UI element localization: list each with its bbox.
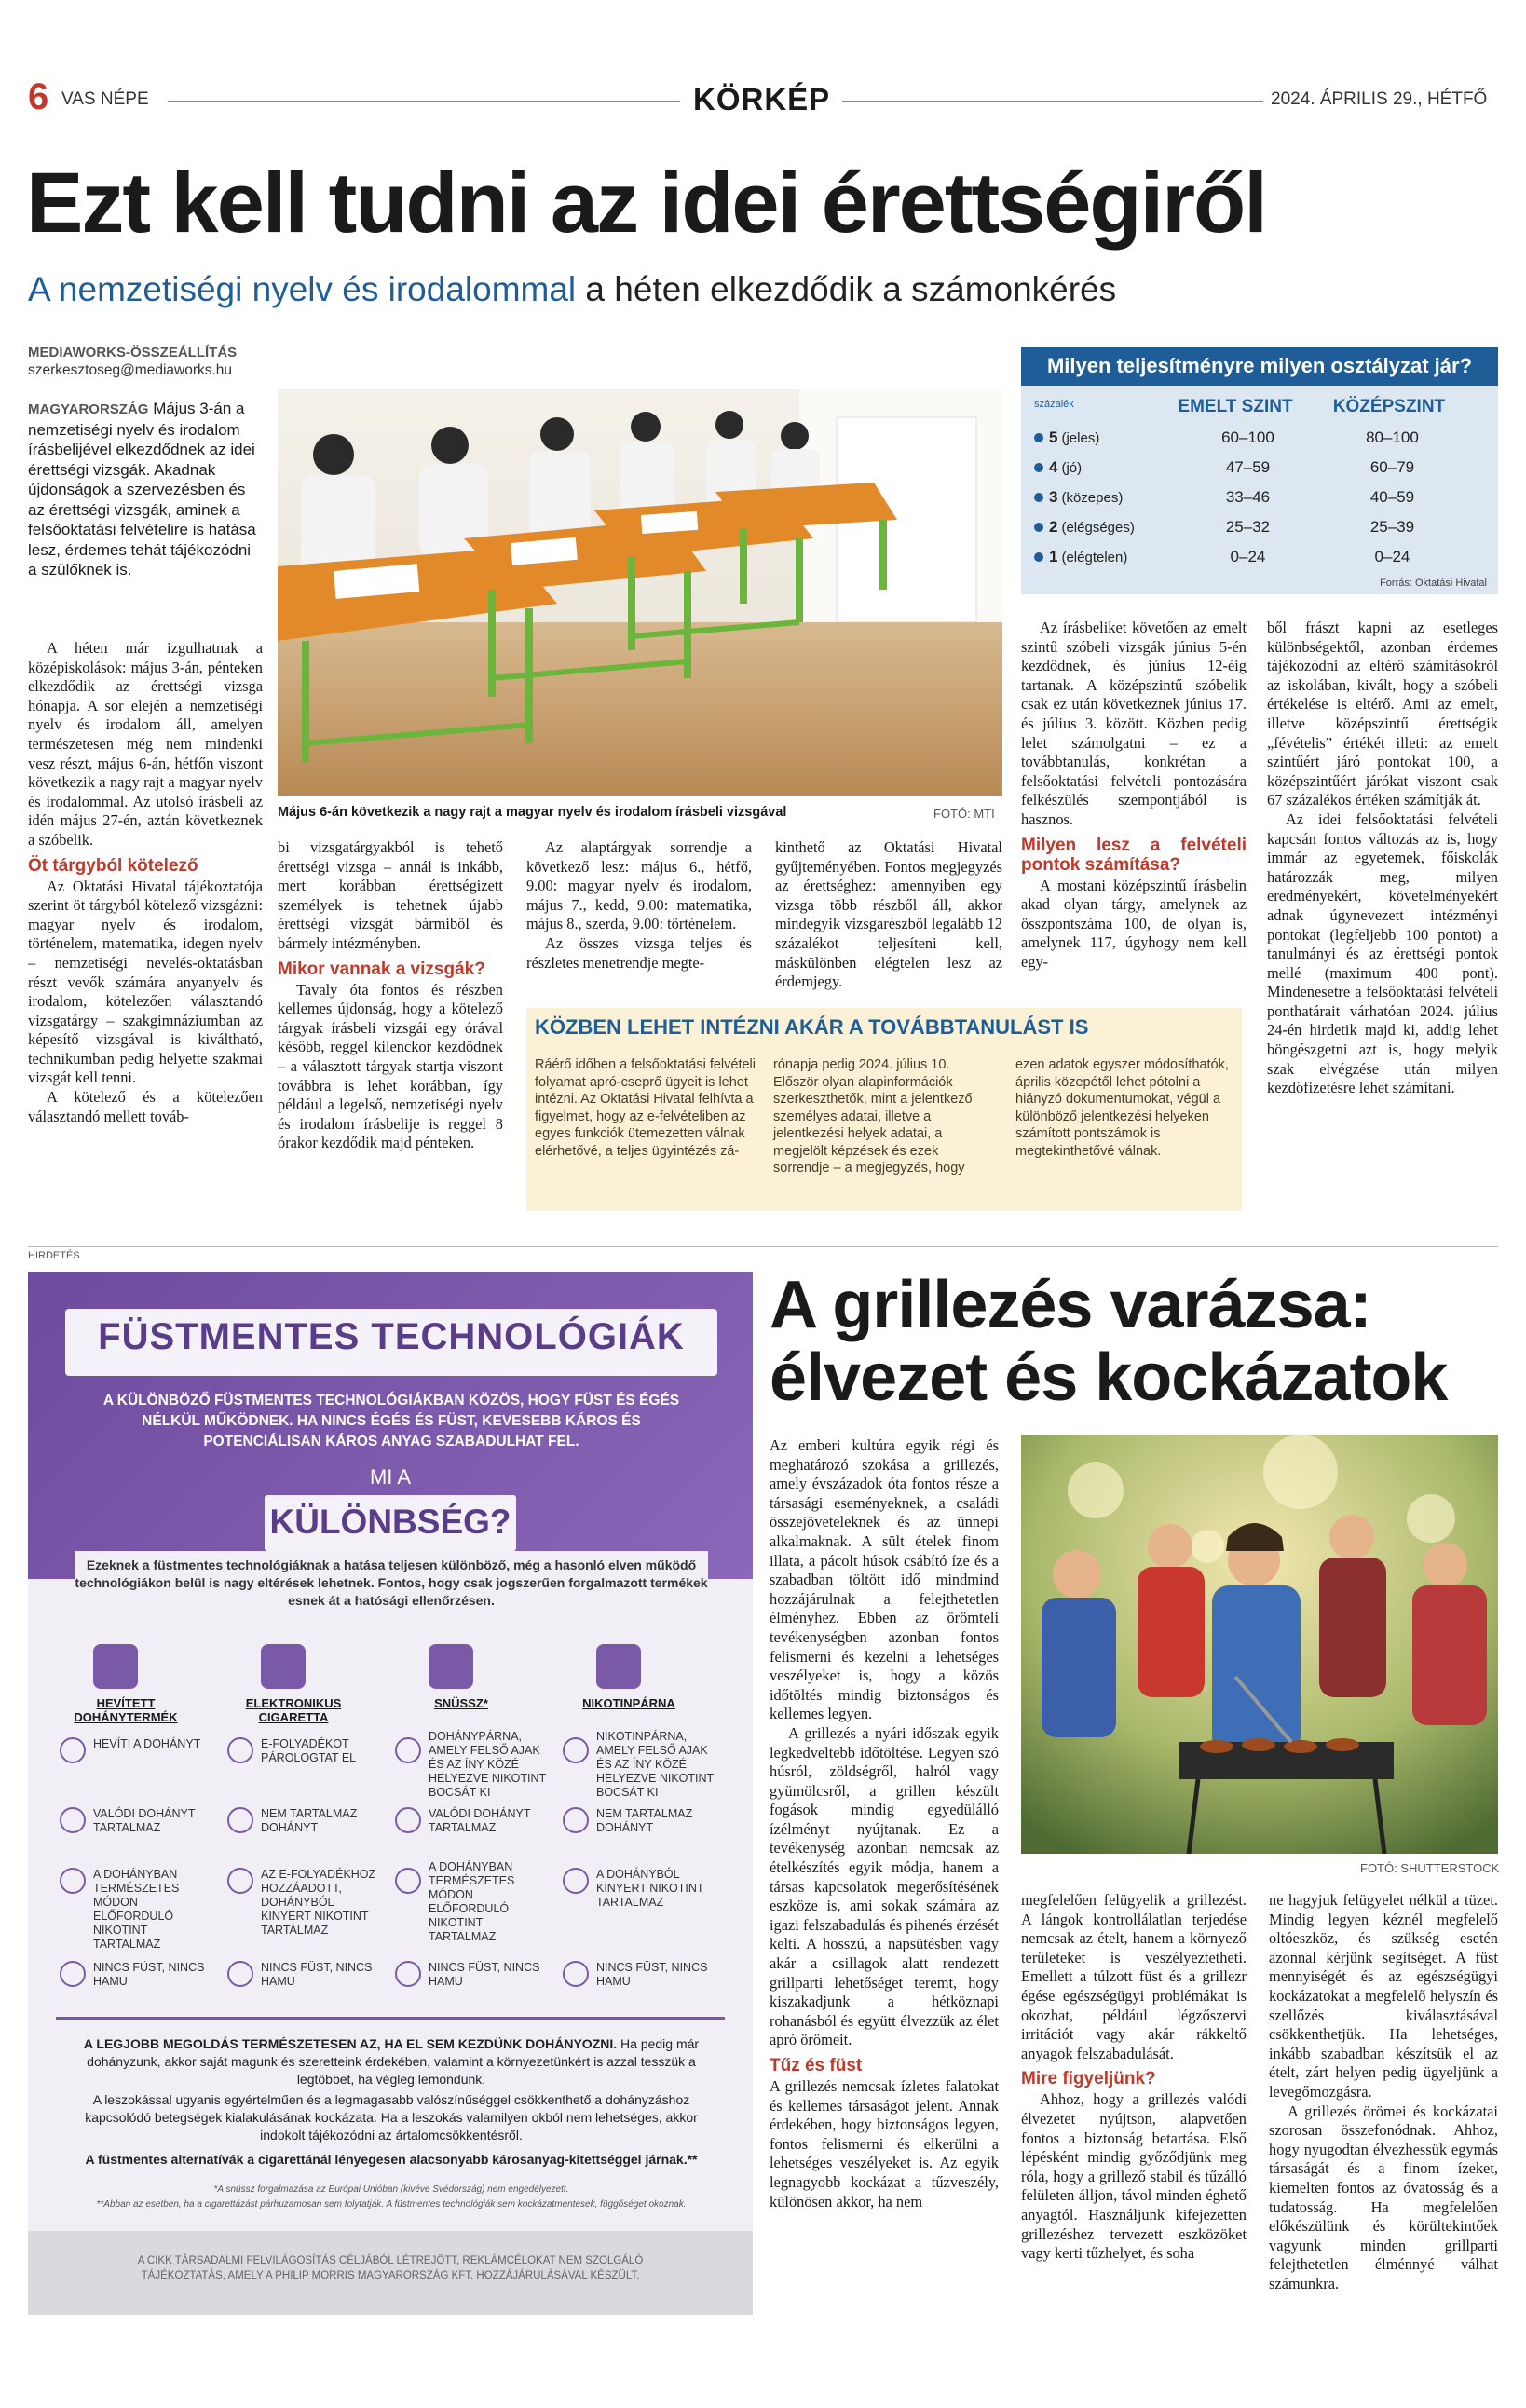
article2-col3 — [1269, 1891, 1498, 2293]
ad-item: AZ E-FOLYADÉKHOZ HOZZÁADOTT, DOHÁNYBÓL KINYERT NIKOTINT TARTALMAZ — [261, 1868, 376, 1937]
device-icon — [429, 1644, 473, 1689]
ad-item: NIKOTINPÁRNA, AMELY FELSŐ AJAK ÉS AZ ÍNY KÖZÉ HELYEZVE NIKOTINT BOCSÁT KI — [596, 1730, 714, 1799]
nicotine-icon — [395, 1868, 421, 1894]
ad-best-rest: Ha pedig már dohányzunk, akkor saját magunk és szeretteink érdekében, valamint a környezetünkért is azzal tesszük a legtöbbet, ha végleg lemondunk. — [87, 2036, 700, 2087]
paragraph: A héten már izgulhatnak a középiskolások: május 3-án, pénteken elkezdődik az érettségi vizsga hónapja. A sor elején a nemzetiségi nyelv és irodalom áll, amelyen természetesen még nem mindenki vesz részt, május 6-án, hétfőn viszont következik a nagy rajt a magyar nyelv és irodalommal. Az utolsó írásbeli az idén május 27-én, aztán következnek a szóbelik. — [28, 639, 263, 849]
article1-col2 — [278, 838, 503, 1153]
nicotine-icon — [563, 1868, 589, 1894]
ad-label: HIRDETÉS — [28, 1250, 80, 1261]
grade-label: (jeles) — [1061, 429, 1100, 446]
grades-source: Forrás: Oktatási Hivatal — [1380, 578, 1487, 589]
article1-col4 — [775, 838, 1002, 992]
paper-name: VAS NÉPE — [61, 89, 149, 109]
sidebar-col2: rónapja pedig 2024. július 10. Először olyan alapinformációk szerkeszthetők, mint a jelentkező személyes adatai, illetve a jelentkezési helyek adatai, a megjelölt képzések és ezek sorrendje – a megjegyzés, hogy — [773, 1057, 973, 1176]
sidebar-col1: Ráérő időben a felsőoktatási felvételi folyamat apró-cseprő ügyeit is lehet intézni. Az Oktatási Hivatal felhívta a figyelmet, hogy az e-felvételiben az egyes funkciók ütemezetten válnak elérhetővé, a teljes ügyintézés zá- — [535, 1057, 756, 1159]
grade-emelt: 25–32 — [1225, 518, 1271, 536]
paragraph: megfelelően felügyelik a grillezést. A lángok kontrollálatlan terjedése nemcsak az ételt, hanem a környező területeket is veszélyeztetheti. Emellett a túlzott füst és a grillezr égése egészségügyi problémákat is okozhat, például légzőszervi irritációt vagy akár rákkeltő anyagok felszabadulását. — [1021, 1891, 1247, 2062]
paragraph: Az alaptárgyak sorrendje a következő lesz: május 6., hétfő, 9.00: magyar nyelv és irodalom, május 7., kedd, 9.00: matematika, május 8., szerda, 9.00: történelem. — [526, 838, 752, 933]
page-number: 6 — [28, 76, 49, 117]
ad-column-nicotine-pouch — [559, 1644, 727, 1710]
byline-email[interactable]: szerkesztoseg@mediaworks.hu — [28, 362, 233, 378]
no-smoke-icon — [563, 1961, 589, 1987]
subheading: Mikor vannak a vizsgák? — [278, 959, 485, 979]
grade-kozep: 25–39 — [1369, 518, 1415, 536]
ad-best-solution — [65, 2035, 717, 2088]
grades-title: Milyen teljesítményre milyen osztályzat jár? — [1021, 347, 1498, 386]
paragraph: Ahhoz, hogy a grillezés valódi élvezetet nyújtson, alapvetően fontos a biztonság betartása. Első lépésként mindig győződjünk meg róla, hogy a grillező stabil és tűzálló felületen álljon, távol minden éghető anyagtól. Használjunk kifejezetten grillezéshez tervezett eszközöket vagy kerti tűzhelyet, és soha — [1021, 2090, 1247, 2263]
ad-item: NEM TARTALMAZ DOHÁNYT — [596, 1807, 693, 1834]
tobacco-leaf-icon — [227, 1807, 253, 1833]
ad-bottom-rule — [56, 2017, 725, 2020]
ad-column-title: NIKOTINPÁRNA — [582, 1696, 675, 1710]
tobacco-leaf-icon — [395, 1807, 421, 1833]
sidebar-title: KÖZBEN LEHET INTÉZNI AKÁR A TOVÁBBTANULÁST IS — [535, 1015, 1089, 1039]
grade-number: 4 — [1049, 458, 1058, 476]
ad-item: VALÓDI DOHÁNYT TARTALMAZ — [429, 1807, 531, 1834]
exam-photo — [278, 389, 1002, 796]
grade-number: 3 — [1049, 488, 1058, 506]
ad-intro: A KÜLÖNBÖZŐ FÜSTMENTES TECHNOLÓGIÁKBAN KÖZÖS, HOGY FÜST ÉS ÉGÉS NÉLKÜL MŰKÖDNEK. HA NINCS ÉGÉS ÉS FÜST, KEVESEBB KÁROS ÉS POTENCIÁLISAN KÁROS ANYAG SZABADULHAT FEL. — [102, 1393, 680, 1449]
sidebar-col3: ezen adatok egyszer módosíthatók, április közepétől lehet pótolni a hiányzó dokumentumokat, végül a különböző jelentkezési helyeken számított pontszámok is megtekinthetővé válnak. — [1015, 1057, 1229, 1159]
byline: MEDIAWORKS-ÖSSZEÁLLÍTÁS — [28, 345, 238, 361]
grades-col-kozep: KÖZÉPSZINT — [1332, 397, 1446, 416]
article1-col3 — [526, 838, 752, 973]
ad-item: A DOHÁNYBAN TERMÉSZETES MÓDON ELŐFORDULÓ NIKOTINT TARTALMAZ — [429, 1860, 515, 1943]
grade-label: (elégséges) — [1061, 519, 1135, 536]
ad-item: DOHÁNYPÁRNA, AMELY FELSŐ AJAK ÉS AZ ÍNY KÖZÉ HELYEZVE NIKOTINT BOCSÁT KI — [429, 1730, 546, 1799]
article2-col2 — [1021, 1891, 1247, 2264]
grades-rows — [1034, 423, 1487, 572]
paragraph: Az írásbeliket követően az emelt szintű szóbeli vizsgák június 5-én kezdődnek, és június 12-éig tartanak. A középszintű szóbelik csak ez után következnek június 17. és július 3. között. Közben pedig lelet számolgatni – ez a továbbtanulás, konkrétan a felsőoktatási felvételi pontozására felkészülés szempontjából is hasznos. — [1021, 619, 1247, 828]
ad-disclaimer: A CIKK TÁRSADALMI FELVILÁGOSÍTÁS CÉLJÁBÓL LÉTREJÖTT, REKLÁMCÉLOKAT NEM SZOLGÁLÓ TÁJÉKOZTATÁS, AMELY A PHILIP MORRIS MAGYARORSZÁG KFT. HOZZÁJÁRULÁSÁVAL KÉSZÜLT. — [137, 2255, 644, 2281]
grill-photo-illustration — [1021, 1435, 1498, 1854]
nicotine-icon — [60, 1868, 86, 1894]
article2-headline-line2: élvezet és kockázatok — [770, 1340, 1448, 1415]
grade-row — [1034, 512, 1487, 542]
grade-kozep: 40–59 — [1369, 488, 1415, 506]
lead-place: MAGYARORSZÁG — [28, 401, 149, 417]
ad-item: E-FOLYADÉKOT PÁROLOGTAT EL — [261, 1737, 357, 1764]
ad-item: NINCS FÜST, NINCS HAMU — [596, 1961, 708, 1988]
paragraph: Az összes vizsga teljes és részletes menetrendje megte- — [526, 933, 752, 972]
paragraph: A mostani középszintű írásbelin akad olyan tárgy, amelynek az összpontszáma 100, de olyan is, amelynek 117, úgyhogy nem kell egy- — [1021, 876, 1247, 971]
issue-date: 2024. ÁPRILIS 29., HÉTFŐ — [1271, 89, 1488, 109]
ad-paragraph: A füstmentes alternatívák a cigarettánál lényegesen alacsonyabb károsanyag-kitettséggel járnak.** — [85, 2152, 698, 2167]
exam-photo-illustration — [278, 389, 1002, 796]
subheading: Mire figyeljünk? — [1021, 2069, 1156, 2089]
grade-label: (elégtelen) — [1061, 549, 1128, 565]
device-icon — [596, 1644, 641, 1689]
pouch-icon — [395, 1737, 421, 1763]
ad-columns — [56, 1644, 727, 2035]
ad-item: NEM TARTALMAZ DOHÁNYT — [261, 1807, 358, 1834]
grade-kozep: 0–24 — [1374, 548, 1410, 565]
article2-headline-line1: A grillezés varázsa: — [770, 1268, 1371, 1342]
ad-footnote: **Abban az esetben, ha a cigarettázást párhuzamosan sem folytatják. A füstmentes technológiák sem kockázatmentesek, függőséget okoznak. — [96, 2199, 687, 2210]
grade-emelt: 60–100 — [1221, 429, 1274, 446]
article1-col1 — [28, 639, 263, 1126]
grade-number: 2 — [1049, 518, 1058, 536]
article2-col1 — [770, 1436, 999, 2211]
grade-label: (közepes) — [1061, 489, 1124, 506]
headline: Ezt kell tudni az idei érettségiről — [26, 156, 1266, 251]
no-smoke-icon — [60, 1961, 86, 1987]
paragraph: A grillezés a nyári időszak egyik legkedveltebb időtöltése. Legyen szó húsról, zöldségről, halról vagy gyümölcsről, a grillen készült fogások mindig egyedülálló ízélményt nyújtanak. Ez a tevékenység azonban nemcsak az ételkészítés egyik módja, hanem a társas kapcsolatok megerősítésének eszköze is, ami sokak számára az igazi felszabadulás és pihenés érzését kelti. A hosszú, a napsütésben vagy akár a csillagok alatt rendezett grillparti lehetőséget teremt, hogy kiszakadjunk a hétköznapi rohanásból és együtt élvezzük az élet apró örömeit. — [770, 1723, 999, 2049]
ad-kulonbseg: KÜLÖNBSÉG? — [269, 1503, 511, 1541]
ad-item: A DOHÁNYBÓL KINYERT NIKOTINT TARTALMAZ — [596, 1868, 704, 1909]
ad-description: Ezeknek a füstmentes technológiáknak a hatása teljesen különböző, még a hasonló elven működő technológiákon belül is nagy eltérések lehetnek. Fontos, hogy csak jogszerűen forgalmazott termékek esnek át a hatósági ellenőrzésen. — [75, 1551, 708, 1610]
grill-photo — [1021, 1435, 1498, 1854]
paragraph: ne hagyjuk felügyelet nélkül a tüzet. Mindig legyen kéznél megfelelő oltóeszköz, és szükség esetén azonnal kérjünk segítséget. A füst mennyiségét és az egészségügyi kockázatokat a megfelelő helyszín és szellőzés kiválasztásával csökkenthetjük. Ha lehetséges, inkább szabadban készítsük el az ételt, zárt helyen pedig ügyeljünk a levegőmozgásra. — [1269, 1891, 1498, 2101]
subhead-rest: a héten elkezdődik a számonkérés — [576, 270, 1117, 308]
nicotine-icon — [227, 1868, 253, 1894]
ad-best-bold: A LEGJOBB MEGOLDÁS TERMÉSZETESEN AZ, HA EL SEM KEZDÜNK DOHÁNYOZNI. — [83, 2036, 618, 2051]
ad-item: NINCS FÜST, NINCS HAMU — [261, 1961, 373, 1988]
device-icon — [93, 1644, 138, 1689]
paragraph: Az emberi kultúra egyik régi és meghatározó szokása a grillezés, amely évszázadok óta fontos része a társasági eseményeknek, a családi összejöveteleknek és az ünnepi alkalmaknak. A sült ételek finom illata, a pácolt húsok csábító íze és a szabadban töltött idő mindmind hozzájárulnak a felejthetetlen élményhez. Ebben az örömteli tevékenységben azonban fontos felismerni és kezelni a lehetséges veszélyeket is, hogy a közös időtöltés mindig biztonságos és kellemes legyen. — [770, 1436, 999, 1723]
grade-row — [1034, 453, 1487, 483]
subhead-bold: A nemzetiségi nyelv és irodalommal — [28, 270, 577, 308]
grill-photo-credit: FOTÓ: SHUTTERSTOCK — [1360, 1861, 1500, 1875]
paragraph: kinthető az Oktatási Hivatal gyűjteményében. Fontos megjegyzés az érettséghez: amennyiben egy vizsga több részből áll, akkor mindegyik vizsgarészből legalább 12 százalékot teljesíteni kell, máskülönben elégtelen lesz az érdemjegy. — [775, 838, 1002, 991]
tobacco-leaf-icon — [60, 1807, 86, 1833]
tobacco-leaf-icon — [563, 1807, 589, 1833]
grade-number: 5 — [1049, 429, 1058, 446]
ad-column-snus — [391, 1644, 559, 1710]
subheading: Öt tárgyból kötelező — [28, 855, 198, 876]
grades-col-percent: százalék — [1034, 399, 1074, 410]
ad-item: VALÓDI DOHÁNYT TARTALMAZ — [93, 1807, 196, 1834]
paragraph: A kötelező és a kötelezően választandó mellett továb- — [28, 1088, 263, 1125]
device-icon — [261, 1644, 306, 1689]
advertisement — [28, 1272, 753, 2315]
grade-row — [1034, 483, 1487, 512]
ad-item: HEVÍTI A DOHÁNYT — [93, 1737, 201, 1750]
ad-column-e-cigarette — [224, 1644, 391, 1724]
no-smoke-icon — [395, 1961, 421, 1987]
ad-column-title: ELEKTRONIKUS CIGARETTA — [245, 1696, 342, 1724]
ad-paragraph: A leszokással ugyanis egyértelműen és a legmagasabb valószínűséggel csökkenthető a dohányzáshoz kapcsolódó betegségek kialakulásának kockázata. Ha a leszokás valamilyen okból nem lehetséges, akkor indokolt tájékozódni az ártalomcsökkentésről. — [85, 2092, 698, 2143]
grade-row — [1034, 423, 1487, 453]
no-smoke-icon — [227, 1961, 253, 1987]
grade-kozep: 80–100 — [1366, 429, 1419, 446]
ad-item: A DOHÁNYBAN TERMÉSZETES MÓDON ELŐFORDULÓ NIKOTINT TARTALMAZ — [93, 1868, 180, 1951]
grade-emelt: 33–46 — [1225, 488, 1271, 506]
grade-number: 1 — [1049, 548, 1058, 565]
subheading: Milyen lesz a felvételi pontok számítása? — [1021, 835, 1247, 875]
article1-col5 — [1021, 619, 1247, 973]
paragraph: ből frászt kapni az esetleges különbségektől, azonban érdemes tájékozódni az eltérő számításokról az iskolában, kivált, hogy a szóbeli értékelése is eltérő. Ami az emelt, illetve középszintű érettségik „févételis” értékét illeti: az emelt szintűért járó pontokat 100, a középszintűért járókat viszont csak 67 százalékos értéken számítják át. — [1267, 619, 1498, 809]
subheading: Tűz és füst — [770, 2056, 863, 2075]
paragraph: Az Oktatási Hivatal tájékoztatója szerint öt tárgyból kötelező vizsgázni: magyar nyelv és irodalom, történelem, matematika, idegen nyelv – nemzetiségi nevelés-oktatásban részt vevők számára anyanyelv és irodalom, kötelezően választandó vizsgatárgy – szakgimnáziumban az képesítő vizsgával is kiváltható, technikumban pedig helyette szakmai vizsgát kell tenni. — [28, 877, 263, 1087]
heat-icon — [60, 1737, 86, 1763]
paragraph: Tavaly óta fontos és részben kellemes újdonság, hogy a kötelező tárgyak írásbeli vizsgái egy órával később, reggel kilenckor kezdődnek – a választott tárgyak startja viszont továbbra is lehet korábban, így például a legelső, nemzetiségi nyelv és irodalom írásbelije is reggel 8 órakor kezdődik majd pénteken. — [278, 980, 503, 1152]
pouch-icon — [563, 1737, 589, 1763]
ad-footnote: *A snüssz forgalmazása az Európai Unióban (kivéve Svédország) nem engedélyezett. — [213, 2184, 569, 2195]
ad-item: NINCS FÜST, NINCS HAMU — [429, 1961, 540, 1988]
grades-infobox — [1021, 347, 1498, 594]
ad-title: FÜSTMENTES TECHNOLÓGIÁK — [98, 1316, 685, 1357]
ad-mi-a: MI A — [369, 1465, 411, 1489]
grade-emelt: 47–59 — [1225, 458, 1271, 476]
grade-kozep: 60–79 — [1369, 458, 1415, 476]
subhead — [28, 270, 1116, 309]
paragraph: A grillezés örömei és kockázatai szorosan összefonódnak. Ahhoz, hogy nyugodtan élvezhessük egymás társaságát és a finom ízeket, kiemelten fontos az óvatosság és a tudatosság. Ha megfelelően előkészülünk és körültekintőek vagyunk minden grillparti felejthetetlen élménnyé válhat számunkra. — [1269, 2102, 1498, 2292]
grades-col-emelt: EMELT SZINT — [1178, 397, 1293, 416]
lead-text: Május 3-án a nemzetiségi nyelv és irodalom írásbelijével elkezdődnek az idei érettségi vizsgák. Akadnak újdonságok a szervezésben és az érettségi vizsgák, aminek a felsőoktatási felvételire is hatása lesz, érdemes tehát tájékozódni a szülőknek is. — [28, 400, 256, 578]
section-divider — [28, 1246, 1498, 1247]
grade-label: (jó) — [1061, 459, 1083, 476]
grade-row — [1034, 542, 1487, 572]
header-rule-left — [168, 101, 680, 102]
ad-item: NINCS FÜST, NINCS HAMU — [93, 1961, 205, 1988]
paragraph: A grillezés nemcsak ízletes falatokat és kellemes társaságot jelent. Annak érdekében, hogy biztonságos legyen, fontos felismerni és elkerülni a lehetséges veszélyeket is. Az egyik legnagyobb kockázat a tűzveszély, különösen akkor, ha nem — [770, 2077, 999, 2211]
article1-col6 — [1267, 619, 1498, 1098]
ad-column-heated-tobacco — [56, 1644, 224, 1724]
ad-column-title: SNÜSSZ* — [434, 1696, 488, 1710]
paragraph: bi vizsgatárgyakból is tehető érettségi vizsga – annál is inkább, mert korábban érettségizett személyek is tehetnek újabb érettségi vizsgát bármiből és bármely intézményben. — [278, 838, 503, 952]
header-rule-right — [842, 101, 1263, 102]
photo-caption: Május 6-án következik a nagy rajt a magyar nyelv és irodalom írásbeli vizsgával — [278, 805, 787, 820]
lead-paragraph — [28, 399, 263, 580]
paragraph: Az idei felsőoktatási felvételi kapcsán fontos változás az is, hogy immár az egyetemek, főiskolák határozzák meg, milyen eredményekért, követelményekért adnak úgynevezett intézményi pontokat (legfeljebb 100 pontot) a tanulmányi és az érettségi pontok mellé (maximum 400 pont). Mindenesetre a felsőoktatási felvételi ponthatárait várhatóan 2024. július 24-én hirdetik majd ki, addig lehet böngészgetni azt is, hogy melyik szak elvégzése után milyen kezdőfizetésre lehet számítani. — [1267, 809, 1498, 1097]
ad-column-title: HEVÍTETT DOHÁNYTERMÉK — [74, 1696, 178, 1724]
photo-credit: FOTÓ: MTI — [933, 807, 995, 821]
grade-emelt: 0–24 — [1230, 548, 1266, 565]
vapor-icon — [227, 1737, 253, 1763]
section-title: KÖRKÉP — [693, 82, 831, 116]
